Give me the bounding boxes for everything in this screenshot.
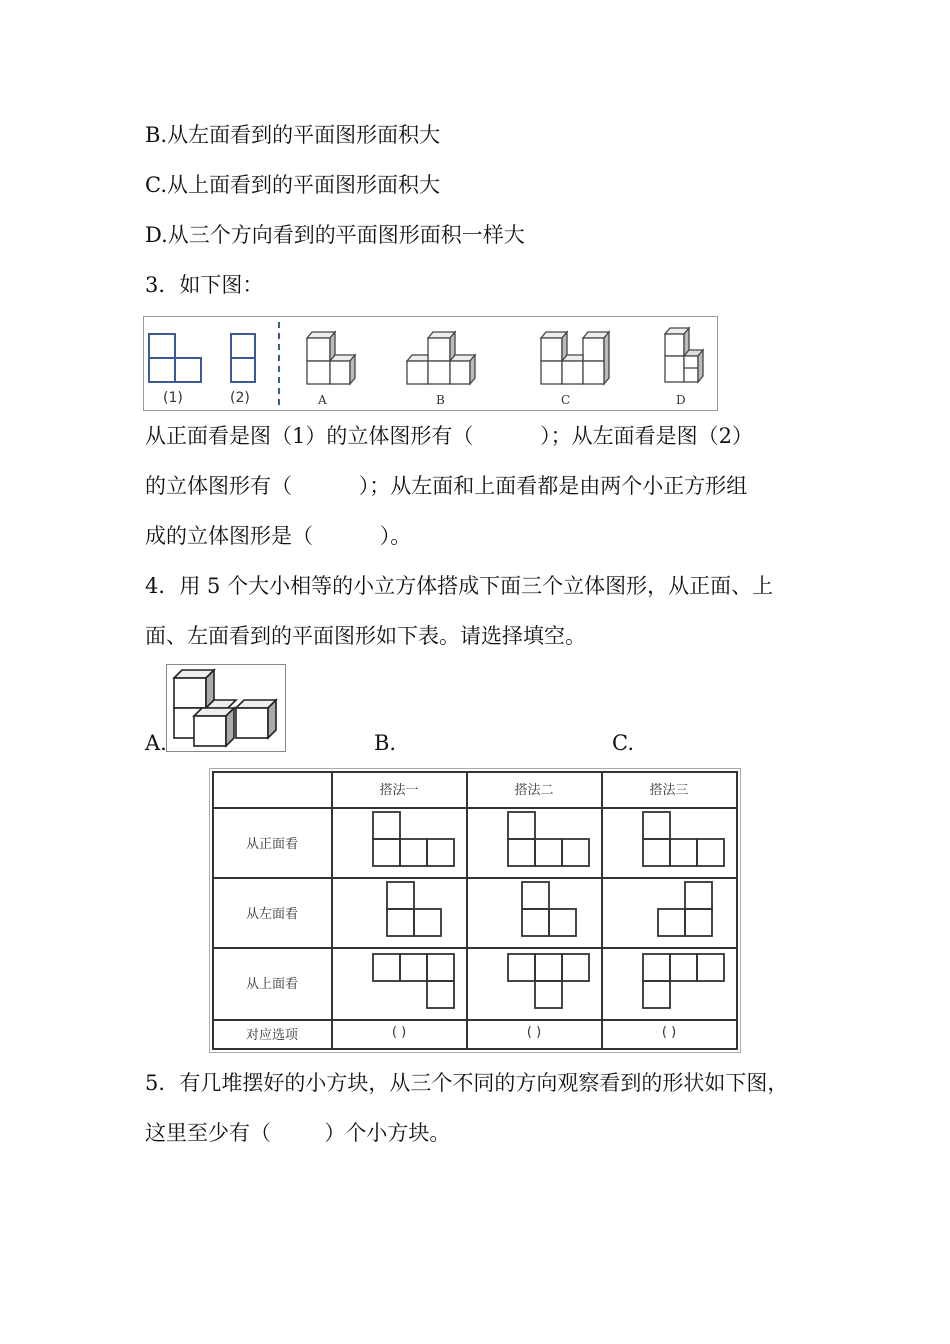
q3-title: 3．如下图： <box>145 273 264 297</box>
q3-text-line-3: 成的立体图形是（ ）。 <box>145 524 412 548</box>
q2-option-d: D.从三个方向看到的平面图形面积一样大 <box>145 223 525 247</box>
q5-text-line-2: 这里至少有（ ）个小方块。 <box>145 1121 451 1145</box>
q2-option-c: C.从上面看到的平面图形面积大 <box>145 173 440 197</box>
answer-cell-2: ( ) <box>526 1025 542 1040</box>
row-top: 从上面看 <box>245 977 299 992</box>
label-d: D <box>676 393 686 407</box>
q4-solid-figure <box>166 664 286 752</box>
answer-cell-1: ( ) <box>391 1025 407 1040</box>
q4-text-line-2: 面、左面看到的平面图形如下表。请选择填空。 <box>145 624 586 648</box>
q3-text-line-2: 的立体图形有（ ）；从左面和上面看都是由两个小正方形组 <box>145 474 748 498</box>
label-a: A <box>318 393 327 407</box>
label-2: (2) <box>230 390 250 406</box>
header-method-2: 搭法二 <box>514 783 554 798</box>
label-b: B <box>436 393 445 407</box>
row-left: 从左面看 <box>245 907 299 922</box>
header-method-3: 搭法三 <box>649 783 689 798</box>
header-method-1: 搭法一 <box>379 783 419 798</box>
q4-option-a: A. <box>145 731 167 755</box>
q4-text-line-1: 4．用 5 个大小相等的小立方体搭成下面三个立体图形，从正面、上 <box>145 574 774 598</box>
q3-text-line-1: 从正面看是图（1）的立体图形有（ ）；从左面看是图（2） <box>145 424 753 448</box>
q4-views-table <box>209 768 741 1053</box>
row-front: 从正面看 <box>245 837 299 852</box>
q2-option-b: B.从左面看到的平面图形面积大 <box>145 123 441 147</box>
answer-cell-3: ( ) <box>661 1025 677 1040</box>
q3-figure <box>143 316 718 411</box>
q5-text-line-1: 5．有几堆摆好的小方块，从三个不同的方向观察看到的形状如下图， <box>145 1071 789 1095</box>
q4-option-b: B. <box>374 731 397 755</box>
label-c: C <box>561 393 571 407</box>
label-1: (1) <box>163 390 183 406</box>
row-answer: 对应选项 <box>245 1028 299 1043</box>
q4-option-c: C. <box>612 731 634 755</box>
